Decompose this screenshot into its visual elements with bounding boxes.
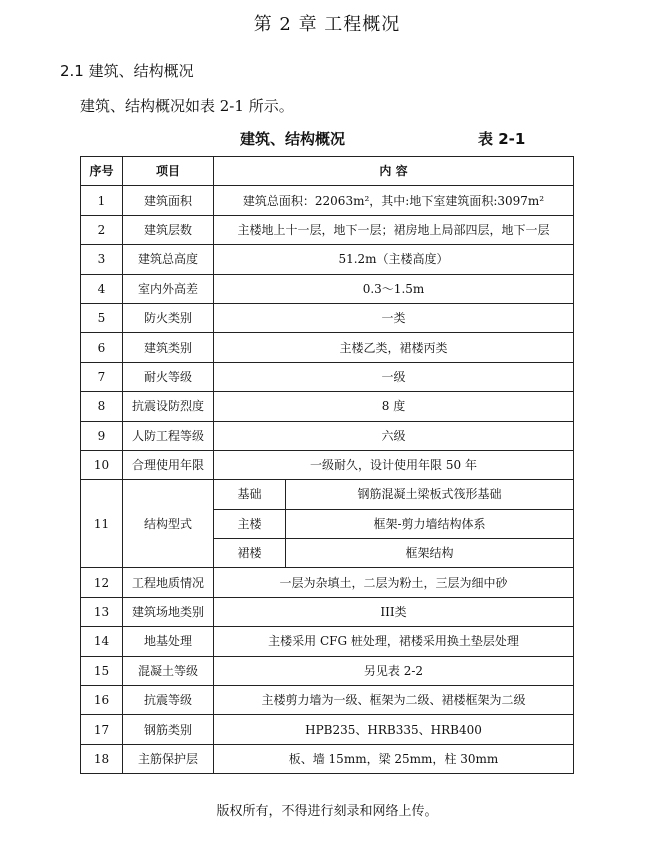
row-item: 建筑层数 [123, 215, 214, 244]
sub-row-content: 钢筋混凝土梁板式筏形基础 [286, 480, 574, 509]
table-row [81, 568, 574, 597]
row-item: 主筋保护层 [123, 744, 214, 773]
row-no: 5 [81, 303, 123, 332]
row-content: 主楼乙类，裙楼丙类 [214, 333, 574, 362]
row-content: 一级耐久，设计使用年限 50 年 [214, 450, 574, 479]
row-item: 防火类别 [123, 303, 214, 332]
row-content: 51.2m（主楼高度） [214, 245, 574, 274]
sub-row-content: 框架结构 [286, 539, 574, 568]
row-item: 建筑总高度 [123, 245, 214, 274]
intro-text: 建筑、结构概况如表 2-1 所示。 [80, 97, 294, 115]
row-item: 耐火等级 [123, 362, 214, 391]
row-no: 6 [81, 333, 123, 362]
sub-row-label: 主楼 [214, 509, 286, 538]
row-item: 抗震设防烈度 [123, 392, 214, 421]
row-no: 1 [81, 186, 123, 215]
header-item: 项目 [123, 157, 214, 186]
row-no: 14 [81, 627, 123, 656]
table-row [81, 215, 574, 244]
row-content: 另见表 2-2 [214, 656, 574, 685]
row-no: 11 [81, 480, 123, 568]
row-no: 12 [81, 568, 123, 597]
table-row [81, 362, 574, 391]
row-item: 抗震等级 [123, 686, 214, 715]
row-no: 4 [81, 274, 123, 303]
row-no: 10 [81, 450, 123, 479]
row-content: 板、墙 15mm，梁 25mm，柱 30mm [214, 744, 574, 773]
row-no: 15 [81, 656, 123, 685]
row-content: 主楼地上十一层，地下一层；裙房地上局部四层，地下一层 [214, 215, 574, 244]
row-content: 0.3～1.5m [214, 274, 574, 303]
row-content: 一层为杂填土，二层为粉土，三层为细中砂 [214, 568, 574, 597]
row-item: 建筑场地类别 [123, 597, 214, 626]
table-row [81, 686, 574, 715]
row-item: 地基处理 [123, 627, 214, 656]
table-row [81, 274, 574, 303]
table-row [81, 333, 574, 362]
table-row [81, 744, 574, 773]
chapter-title: 第 2 章 工程概况 [253, 14, 401, 35]
row-content: 建筑总面积：22063m²，其中:地下室建筑面积:3097m² [214, 186, 574, 215]
row-content: 一类 [214, 303, 574, 332]
table-row-structure [81, 480, 574, 509]
table-row [81, 303, 574, 332]
table-row [81, 186, 574, 215]
row-item: 建筑面积 [123, 186, 214, 215]
section-heading: 2.1 建筑、结构概况 [60, 62, 194, 80]
row-content: 一级 [214, 362, 574, 391]
sub-row-label: 基础 [214, 480, 286, 509]
row-content: 8 度 [214, 392, 574, 421]
table-header-row [81, 157, 574, 186]
table-row [81, 715, 574, 744]
row-no: 18 [81, 744, 123, 773]
row-no: 16 [81, 686, 123, 715]
table-row [81, 656, 574, 685]
table-row [81, 392, 574, 421]
row-content: 主楼采用 CFG 桩处理，裙楼采用换土垫层处理 [214, 627, 574, 656]
row-content: 主楼剪力墙为一级、框架为二级、裙楼框架为二级 [214, 686, 574, 715]
row-item: 钢筋类别 [123, 715, 214, 744]
row-no: 8 [81, 392, 123, 421]
row-no: 17 [81, 715, 123, 744]
table-row [81, 450, 574, 479]
row-no: 2 [81, 215, 123, 244]
table-row [81, 627, 574, 656]
header-no: 序号 [81, 157, 123, 186]
row-item: 建筑类别 [123, 333, 214, 362]
table-row [81, 597, 574, 626]
table-row [81, 421, 574, 450]
row-content: HPB235、HRB335、HRB400 [214, 715, 574, 744]
row-item: 混凝土等级 [123, 656, 214, 685]
table-row [81, 245, 574, 274]
sub-row-content: 框架-剪力墙结构体系 [286, 509, 574, 538]
row-content: III类 [214, 597, 574, 626]
row-content: 六级 [214, 421, 574, 450]
row-item: 人防工程等级 [123, 421, 214, 450]
table-caption-number: 表 2-1 [478, 130, 526, 148]
row-no: 7 [81, 362, 123, 391]
sub-row-label: 裙楼 [214, 539, 286, 568]
row-item: 室内外高差 [123, 274, 214, 303]
row-item: 结构型式 [123, 480, 214, 568]
row-no: 13 [81, 597, 123, 626]
table-caption-title: 建筑、结构概况 [240, 130, 346, 148]
row-no: 9 [81, 421, 123, 450]
header-content: 内 容 [214, 157, 574, 186]
row-item: 工程地质情况 [123, 568, 214, 597]
row-no: 3 [81, 245, 123, 274]
copyright-note: 版权所有，不得进行刻录和网络上传。 [216, 804, 438, 819]
spec-table [80, 156, 574, 774]
row-item: 合理使用年限 [123, 450, 214, 479]
